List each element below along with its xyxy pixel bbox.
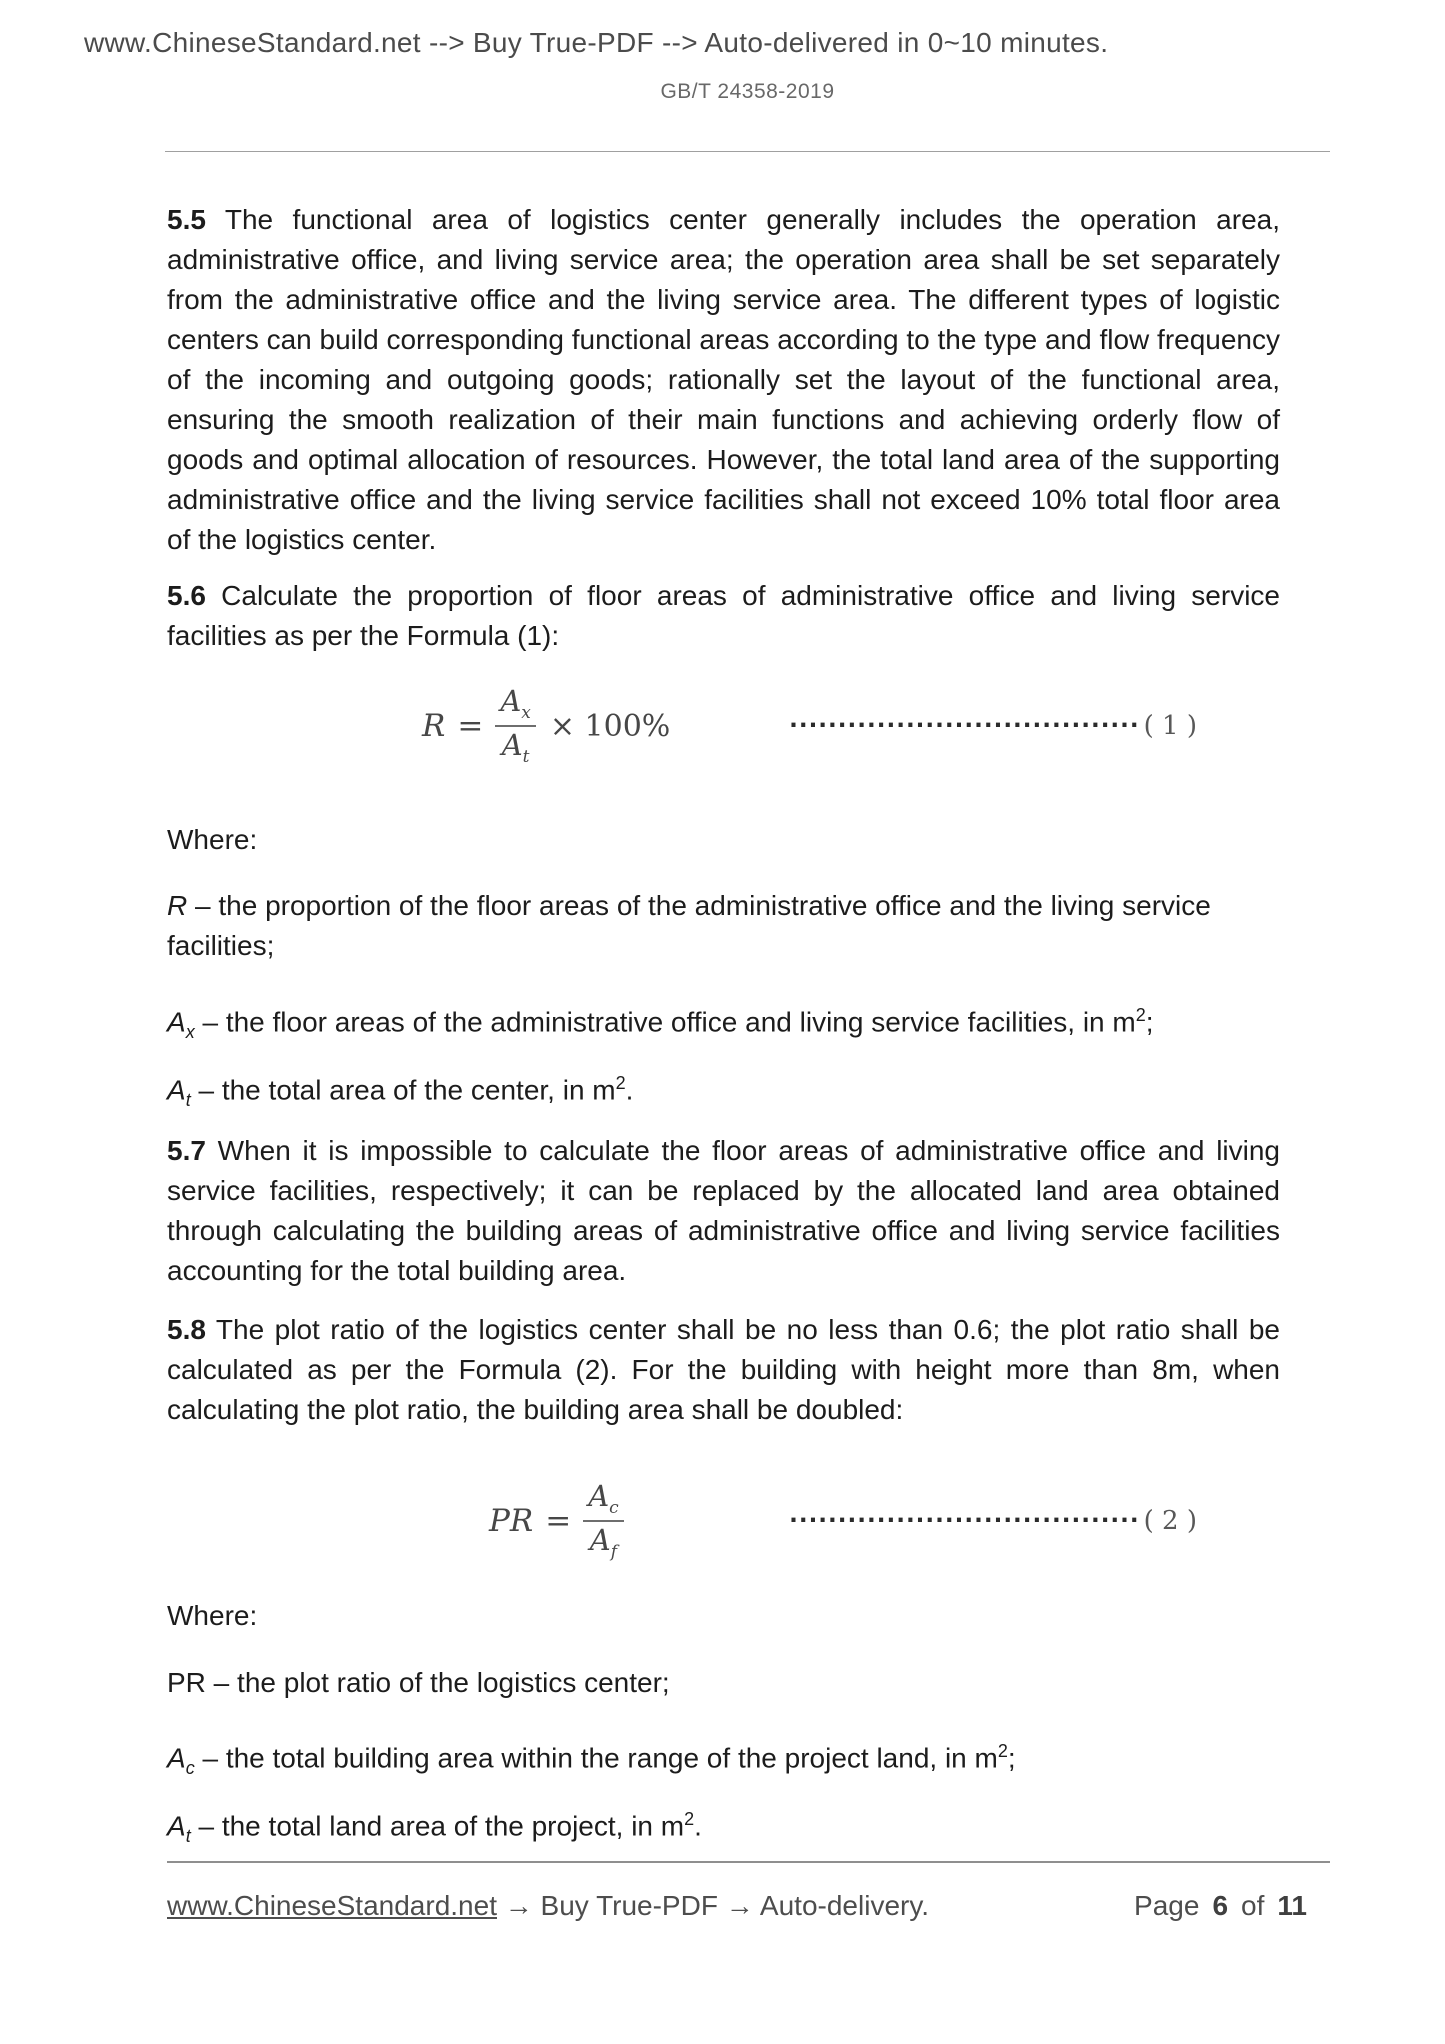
term-subscript-ac: c (185, 1757, 195, 1778)
term-symbol-r: R (167, 890, 188, 921)
formula-1-expression (422, 685, 670, 768)
term-subscript-at2: t (185, 1825, 191, 1846)
definition-ac-text: – the total building area within the range of the project land, in m (194, 1742, 998, 1774)
denominator-symbol: A (501, 728, 523, 762)
definition-r-text: – the proportion of the floor areas of the administrative office and the living service facilities; (167, 890, 1211, 961)
paragraph-5-8 (167, 1310, 1280, 1430)
definition-ax (167, 995, 1280, 1052)
page-total: 11 (1277, 1890, 1307, 1921)
footer-text: → Buy True-PDF → Auto-delivery. (496, 1890, 930, 1921)
definition-at-tail: . (625, 1074, 634, 1106)
formula-1-lhs: R (422, 708, 446, 744)
term-symbol-ax: A (167, 1006, 186, 1038)
numerator-symbol: A (500, 683, 522, 718)
header-divider (165, 151, 1330, 152)
definition-at (167, 1063, 1280, 1120)
paragraph-5-5-text: The functional area of logistics center generally includes the operation area, administrative office, and living service area; the operation area shall be set separately from the administrative office and the living service area. The different types of logistic centers can build corresponding functional areas according to the type and flow frequency of the incoming and outgoing goods; rationally set the layout of the functional area, ensuring the smooth realization of their main functions and achieving orderly flow of goods and optimal allocation of resources. However, the total land area of the supporting administrative office and the living service facilities shall not exceed 10% total floor area of the logistics center. (167, 204, 1280, 555)
paragraph-5-7-text: When it is impossible to calculate the floor areas of administrative office and living service facilities, respectively; it can be replaced by the allocated land area obtained through calculating the building areas of administrative office and living service facilities accounting for the total building area. (167, 1135, 1280, 1286)
term-symbol-at2: A (167, 1810, 186, 1842)
unit-superscript-ax: 2 (1135, 1005, 1146, 1025)
unit-superscript-ac: 2 (997, 1741, 1008, 1761)
paragraph-5-7 (167, 1131, 1280, 1291)
definition-r (167, 886, 1280, 966)
fraction-numerator (495, 685, 536, 727)
term-symbol-pr: PR (167, 1667, 206, 1698)
page-label: Page (1134, 1890, 1200, 1921)
denominator-subscript: f (610, 1541, 618, 1562)
section-number-5-5: 5.5 (167, 204, 206, 235)
formula-2-expression (489, 1480, 624, 1563)
definition-pr (167, 1663, 1280, 1703)
term-symbol-at: A (167, 1074, 186, 1106)
paragraph-5-6 (167, 576, 1280, 656)
definition-at2-tail: . (694, 1810, 702, 1842)
section-number-5-7: 5.7 (167, 1135, 206, 1166)
paragraph-5-8-text: The plot ratio of the logistics center shall be no less than 0.6; the plot ratio shall be calculated as per the Formula (2). For the building with height more than 8m, when calculating the plot ratio, the building area shall be doubled: (167, 1314, 1280, 1425)
page-indicator (1134, 1886, 1307, 1926)
footer-link[interactable]: www.ChineseStandard.net (167, 1890, 497, 1921)
definition-ac-tail: ; (1007, 1742, 1016, 1774)
section-number-5-6: 5.6 (167, 580, 206, 611)
page-current: 6 (1212, 1890, 1229, 1921)
equals-sign: = (457, 708, 484, 744)
definition-ac (167, 1731, 1280, 1788)
term-subscript-at: t (185, 1089, 191, 1110)
definition-ax-tail: ; (1145, 1006, 1154, 1038)
definition-ax-text: – the floor areas of the administrative office and living service facilities, in m (194, 1006, 1136, 1038)
definition-pr-text: – the plot ratio of the logistics center; (205, 1667, 670, 1698)
formula-1 (167, 676, 1197, 776)
fraction-denominator (590, 1522, 617, 1562)
paragraph-5-6-text: Calculate the proportion of floor areas of administrative office and living service facilities as per the Formula (1): (167, 580, 1280, 651)
formula-1-leader-group (789, 711, 1197, 741)
doc-number: GB/T 24358-2019 (660, 80, 835, 103)
formula-1-number: ( 1 ) (1143, 711, 1197, 741)
fraction (495, 685, 536, 768)
where-label-2: Where: (167, 1600, 258, 1631)
dotted-leader: ···································· (789, 1508, 1140, 1534)
unit-superscript-at2: 2 (684, 1809, 695, 1829)
unit-superscript-at: 2 (615, 1073, 626, 1093)
of-label: of (1241, 1890, 1265, 1921)
formula-2-number: ( 2 ) (1143, 1506, 1197, 1536)
numerator-subscript: c (609, 1497, 619, 1518)
footer-left (167, 1886, 929, 1926)
dotted-leader: ···································· (789, 713, 1140, 739)
footer-divider (167, 1861, 1330, 1863)
formula-2-leader-group (789, 1506, 1197, 1536)
footer (167, 1886, 1307, 1926)
definition-at2 (167, 1799, 1280, 1856)
multiplier: × 100% (549, 708, 671, 744)
denominator-symbol: A (589, 1523, 611, 1557)
fraction (583, 1480, 623, 1563)
fraction-denominator (502, 727, 530, 767)
term-symbol-ac: A (167, 1742, 186, 1774)
numerator-subscript: x (521, 702, 531, 723)
paragraph-5-5 (167, 200, 1280, 560)
denominator-subscript: t (522, 746, 530, 767)
definition-at-text: – the total area of the center, in m (190, 1074, 616, 1106)
formula-2 (167, 1466, 1197, 1576)
equals-sign: = (545, 1503, 572, 1539)
numerator-symbol: A (588, 1478, 610, 1513)
where-label-1: Where: (167, 824, 258, 855)
definition-at2-text: – the total land area of the project, in m (190, 1810, 685, 1842)
formula-2-lhs: PR (489, 1503, 534, 1539)
header-promo: www.ChineseStandard.net --> Buy True-PDF --> Auto-delivered in 0~10 minutes. (84, 27, 1109, 58)
section-number-5-8: 5.8 (167, 1314, 206, 1345)
fraction-numerator (583, 1480, 623, 1522)
term-subscript-ax: x (185, 1021, 195, 1042)
